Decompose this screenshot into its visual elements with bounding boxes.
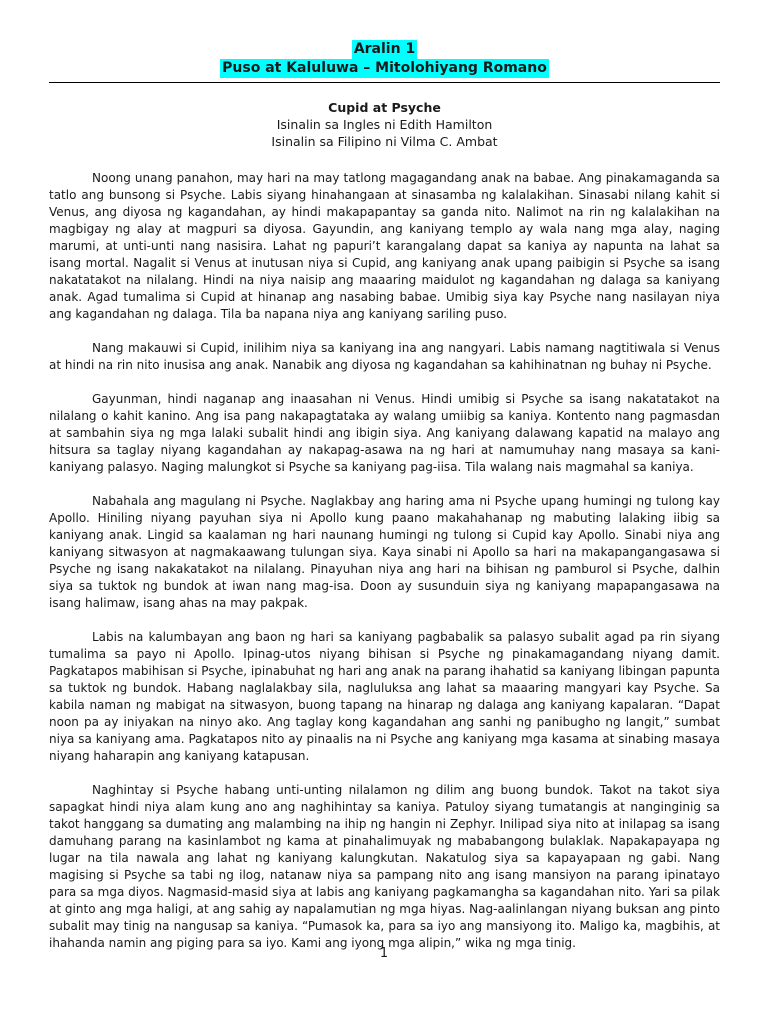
paragraph: Naghintay si Psyche habang unti-unting nilalamon ng dilim ang buong bundok. Takot na takot siya sapagkat hindi niya alam kung ano ang naghihintay sa kaniya. Patuloy siyang tumatangis at nanginginig sa takot hanggang sa dumating ang malambing na ihip ng hangin ni Zephyr. Inilipad siya nito at inilapag sa isang damuhang parang na kasinlambot ng kama at pinahalimuyak ng mababangong bulaklak. Napakapayapa ng lugar na tila nawala ang lahat ng kaniyang kalungkutan. Nakatulog siya sa kapayapaan ng gabi. Nang magising si Psyche sa tabi ng ilog, natanaw niya sa pampang nito ang isang mansiyon na parang ipinatayo para sa mga diyos. Nagmasid-masid siya at labis ang kaniyang pagkamangha sa kagandahan nito. Yari sa pilak at ginto ang mga haligi, at ang sahig ay napalamutian ng mga hiyas. Nag-aalinlangan niyang buksan ang pinto subalit may tinig na nangusap sa kaniya. “Pumasok ka, para sa iyo ang mansiyong ito. Maligo ka, magbihis, at ihahanda namin ang piging para sa iyo. Kami ang iyong mga alipin,” wika ng mga tinig. [49,783,720,950]
paragraph: Gayunman, hindi naganap ang inaasahan ni Venus. Hindi umibig si Psyche sa isang nakatatakot na nilalang o kahit kanino. Ang isa pang nakapagtataka ay walang umiibig sa kaniya. Kontento nang pagmasdan at sambahin siya ng mga lalaki subalit hindi ang ibigin siya. Ang kaniyang dalawang kapatid na malayo ang hitsura sa taglay niyang kagandahan ay nakapag-asawa na ng hari at namumuhay nang masaya sa kani-kaniyang palasyo. Naging malungkot si Psyche sa kaniyang pag-iisa. Tila walang nais magmahal sa kaniya. [49,392,720,474]
page-number: 1 [379,946,389,961]
filipino-translator-credit: Isinalin sa Filipino ni Vilma C. Ambat [271,134,498,149]
header-divider [49,82,720,83]
story-heading [49,99,720,150]
paragraph: Nabahala ang magulang ni Psyche. Naglakbay ang haring ama ni Psyche upang humingi ng tulong kay Apollo. Hiniling niyang payuhan siya ni Apollo kung paano makahahanap ng mabuting lalaking iibig sa kaniyang anak. Lingid sa kaalaman ng hari naunang humingi ng tulong si Cupid kay Apollo. Sinabi niya ang kaniyang sitwasyon at nagmakaawang tulungan siya. Kaya sinabi ni Apollo sa hari na makapangangasawa si Psyche ng isang nakakatakot na nilalang. Pinayuhan niya ang hari na bihisan ng pamburol si Psyche, dalhin siya sa tuktok ng bundok at iwan nang mag-isa. Doon ay susunduin siya ng kaniyang mapapangasawa na isang halimaw, isang ahas na may pakpak. [49,494,720,610]
paragraph: Nang makauwi si Cupid, inilihim niya sa kaniyang ina ang nangyari. Labis namang nagtitiwala si Venus at hindi na rin nito inusisa ang anak. Nanabik ang diyosa ng kagandahan sa kahihinatnan ng buhay ni Psyche. [49,341,720,372]
lesson-label: Aralin 1 [353,41,416,57]
lesson-topic: Puso at Kaluluwa – Mitolohiyang Romano [222,60,547,76]
story-body [49,170,720,952]
paragraph: Noong unang panahon, may hari na may tatlong magagandang anak na babae. Ang pinakamaganda sa tatlo ang bunsong si Psyche. Labis siyang hinahangaan at sinasamba ng kalalakihan. Sinasabi nilang kahit si Venus, ang diyosa ng kagandahan, ay hindi makapapantay sa ganda nito. Nalimot na rin ng kalalakihan na magbigay ng alay at magpuri sa diyosa. Gayundin, ang kaniyang templo ay wala nang mga alay, naging marumi, at unti-unti nang nasisira. Lahat ng papuri’t karangalang dapat sa kaniya ay napunta na lahat sa isang mortal. Nagalit si Venus at inutusan niya si Cupid, ang kaniyang anak upang paibigin si Psyche sa isang nakatatakot na nilalang. Hindi na niya naisip ang maaaring maidulot ng kagandahan ng dalaga sa kaniyang anak. Agad tumalima si Cupid at hinanap ang nasabing babae. Umibig siya kay Psyche nang nasilayan niya ang kagandahan ng dalaga. Tila ba napana niya ang kaniyang sariling puso. [49,171,720,321]
paragraph: Labis na kalumbayan ang baon ng hari sa kaniyang pagbabalik sa palasyo subalit agad pa rin siyang tumalima sa payo ni Apollo. Ipinag-utos niyang bihisan si Psyche ng pinakamagandang niyang damit. Pagkatapos mabihisan si Psyche, ipinabuhat ng hari ang anak na parang ihahatid sa kaniyang libingan papunta sa tuktok ng bundok. Habang naglalakbay sila, nagluluksa ang lahat sa maaaring mangyari kay Psyche. Sa kabila naman ng mabigat na sitwasyon, buong tapang na hinarap ng dalaga ang kaniyang kapalaran. “Dapat noon pa ay iniyakan na ninyo ako. Ang taglay kong kagandahan ang sanhi ng panibugho ng langit,” sumbat niya sa kaniyang ama. Pagkatapos nito ay pinaalis na ni Psyche ang kaniyang mga kasama at sinabing masaya niyang haharapin ang kaniyang katapusan. [49,630,720,763]
story-title: Cupid at Psyche [328,100,441,115]
english-translator-credit: Isinalin sa Ingles ni Edith Hamilton [276,117,493,132]
document-header [49,40,720,78]
